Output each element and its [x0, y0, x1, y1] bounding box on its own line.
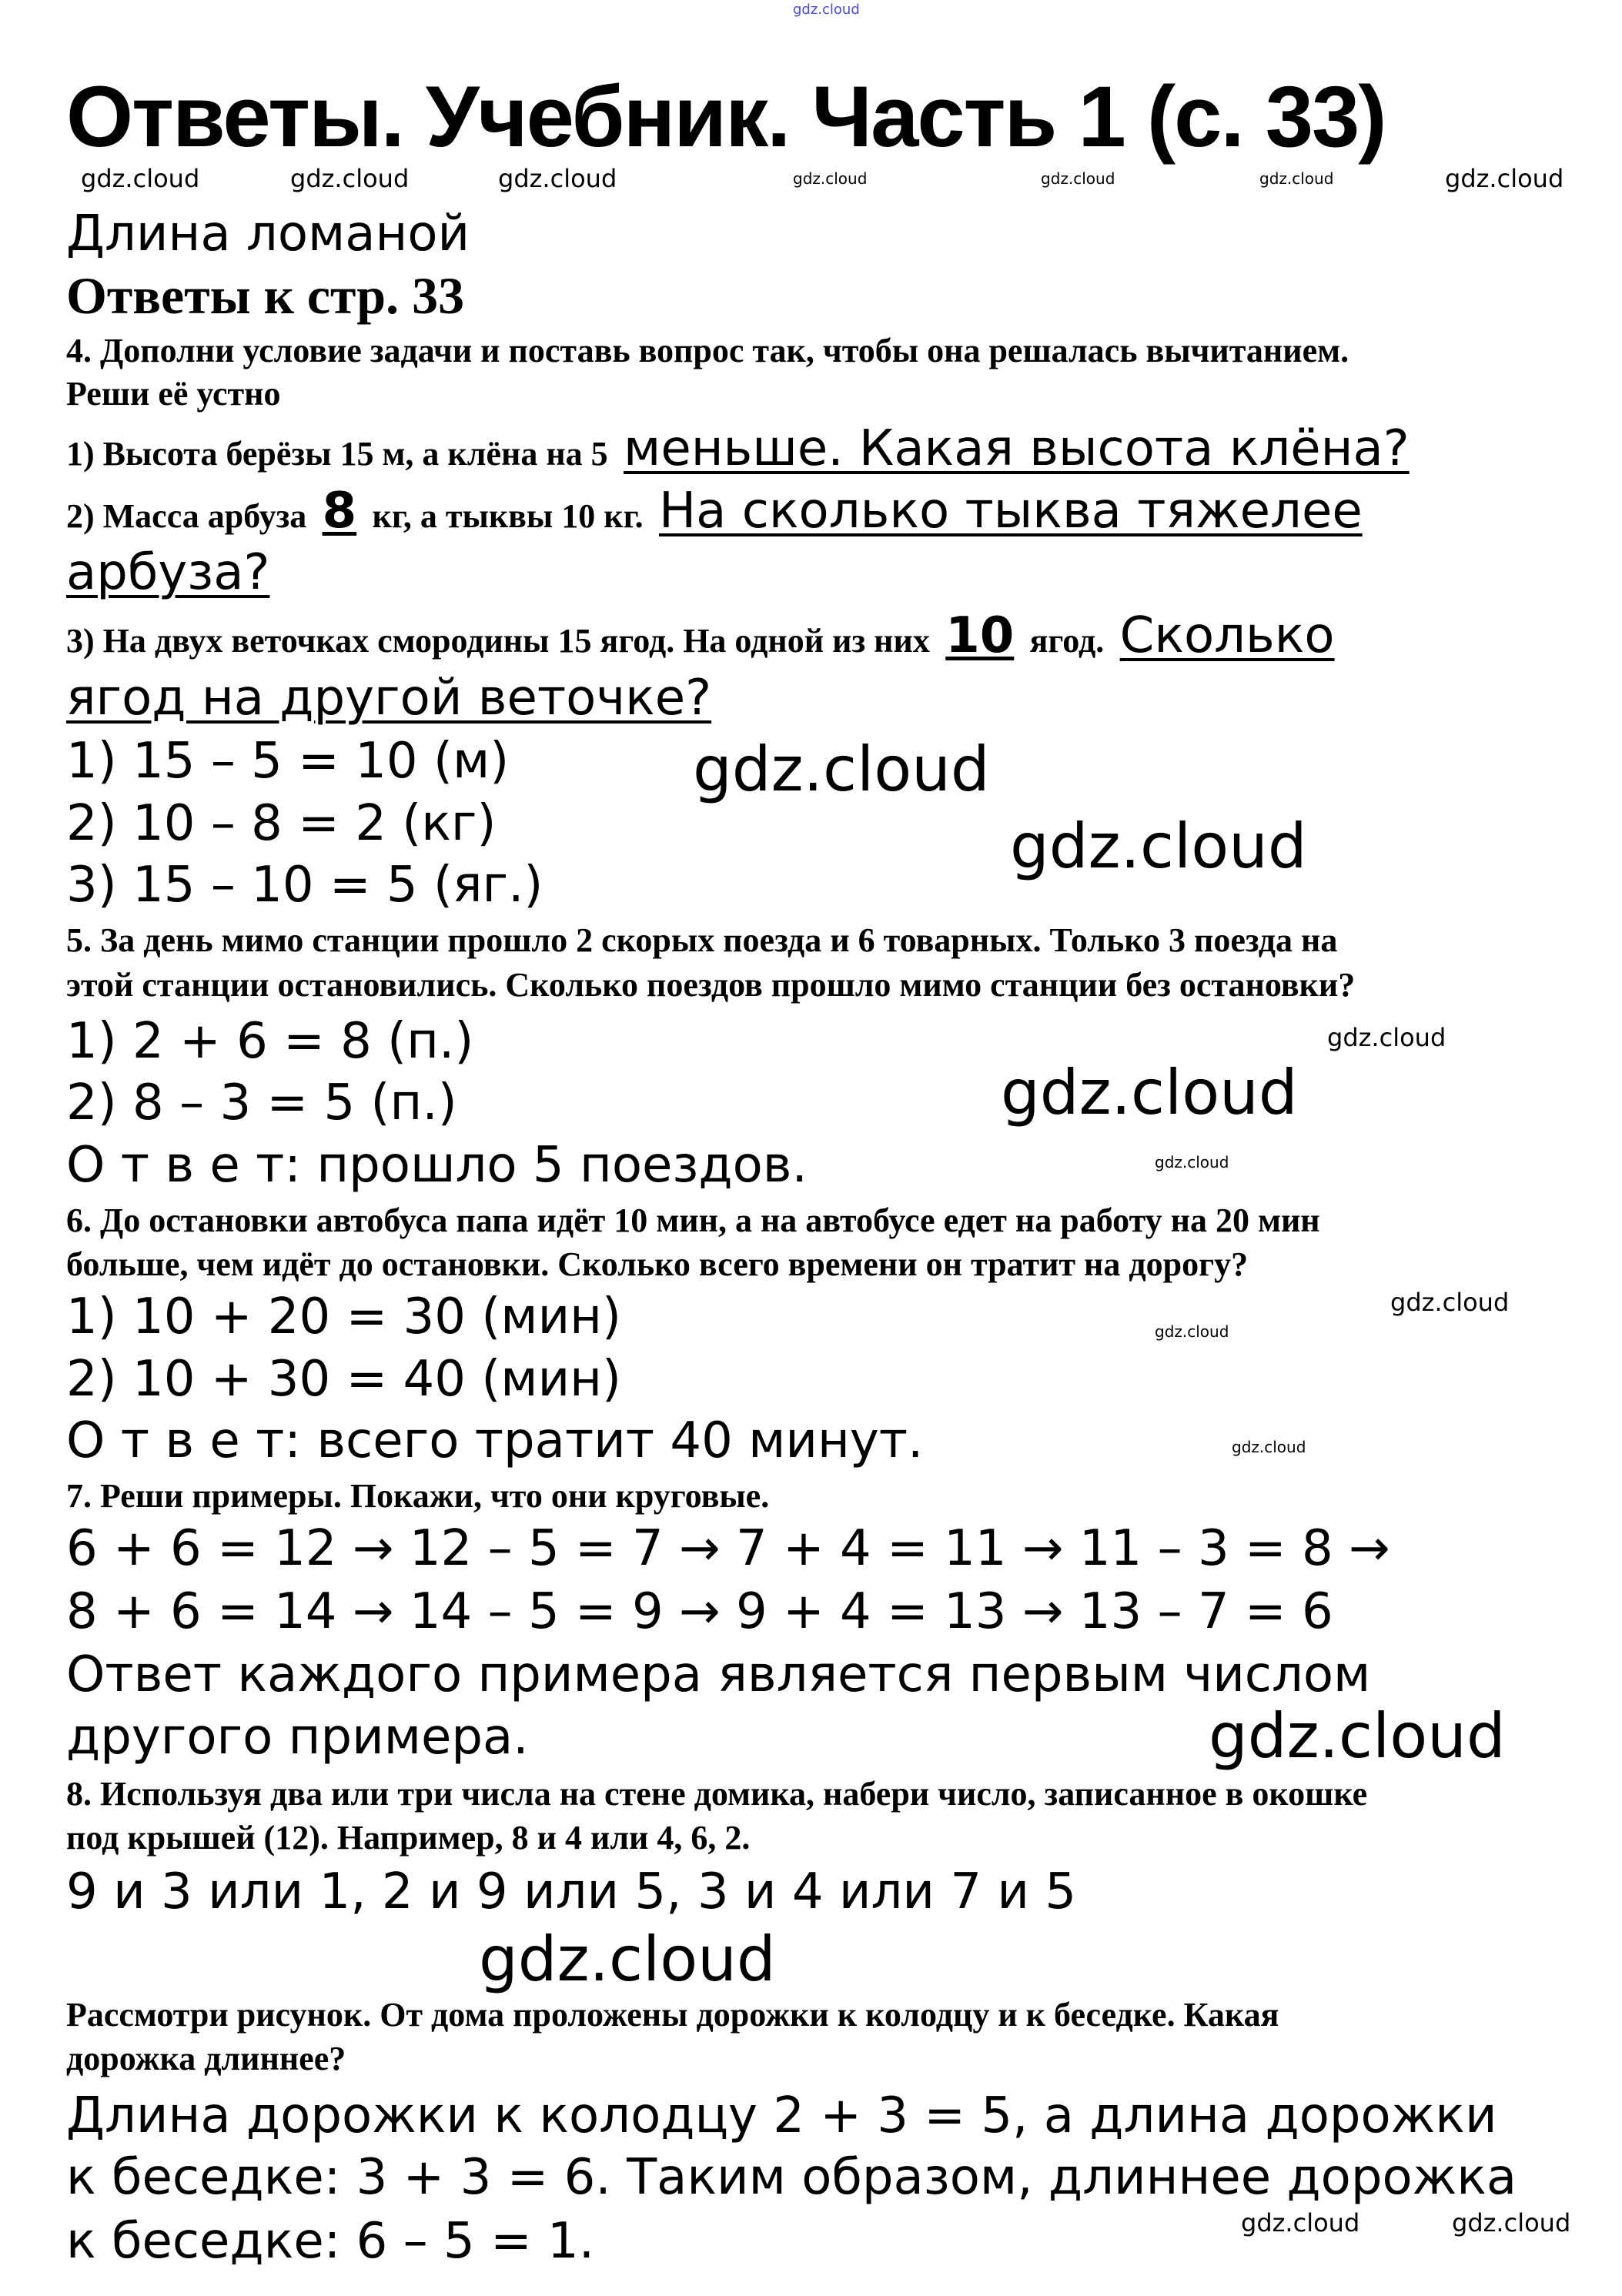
watermark: gdz.cloud: [498, 164, 617, 193]
answer-text: меньше. Какая высота клёна?: [624, 420, 1410, 477]
watermark: gdz.cloud: [793, 169, 868, 188]
solution-line: 6 + 6 = 12 → 12 – 5 = 7 → 7 + 4 = 11 → 11 – 3 = 8 →: [66, 1520, 1390, 1577]
answer-line: 9 и 3 или 1, 2 и 9 или 5, 3 и 4 или 7 и 5: [66, 1863, 1077, 1920]
answer-text: арбуза?: [66, 544, 270, 601]
answer-line: Ответ каждого примера является первым числом: [66, 1646, 1371, 1703]
watermark: gdz.cloud: [1010, 810, 1307, 882]
solution-line: 2) 10 + 30 = 40 (мин): [66, 1351, 621, 1408]
watermark: gdz.cloud: [1155, 1322, 1229, 1341]
solution-line: 1) 2 + 6 = 8 (п.): [66, 1013, 474, 1070]
task5-text: этой станции остановились. Сколько поездов прошло мимо станции без остановки?: [66, 966, 1356, 1004]
watermark: gdz.cloud: [1041, 169, 1115, 188]
answer-line: О т в е т: прошло 5 поездов.: [66, 1137, 808, 1194]
answer-line: к беседке: 3 + 3 = 6. Таким образом, длиннее дорожка: [66, 2149, 1517, 2206]
watermark: gdz.cloud: [290, 164, 410, 193]
answer-text: На сколько тыква тяжелее: [659, 483, 1363, 540]
task7-text: 7. Реши примеры. Покажи, что они круговые.: [66, 1477, 770, 1515]
task9-text: дорожка длиннее?: [66, 2040, 346, 2077]
topic-title: Длина ломаной: [66, 206, 470, 262]
solution-line: 1) 10 + 20 = 30 (мин): [66, 1288, 621, 1345]
answer-text: ягод на другой веточке?: [66, 670, 712, 727]
watermark: gdz.cloud: [1452, 2208, 1571, 2238]
solution-line: 3) 15 – 10 = 5 (яг.): [66, 857, 543, 914]
watermark: gdz.cloud: [1327, 1023, 1446, 1052]
filled-number: 8: [322, 483, 357, 540]
answer-line: другого примера.: [66, 1709, 529, 1766]
given-text: 2) Масса арбуза: [66, 497, 307, 535]
task4-text: 4. Дополни условие задачи и поставь вопрос так, чтобы она решалась вычитанием.: [66, 332, 1349, 369]
solution-line: 2) 8 – 3 = 5 (п.): [66, 1074, 457, 1131]
page-title: Ответы. Учебник. Часть 1 (с. 33): [66, 69, 1386, 165]
watermark: gdz.cloud: [1209, 1700, 1506, 1772]
section-heading: Ответы к стр. 33: [66, 266, 465, 325]
watermark: gdz.cloud: [793, 2, 860, 18]
answer-line: Длина дорожки к колодцу 2 + 3 = 5, а длина дорожки: [66, 2087, 1497, 2144]
watermark: gdz.cloud: [1445, 164, 1564, 193]
answer-text: Сколько: [1119, 607, 1335, 664]
watermark: gdz.cloud: [479, 1923, 776, 1995]
task4-part1: [66, 420, 1410, 477]
given-text: кг, а тыквы 10 кг.: [372, 497, 644, 535]
watermark: gdz.cloud: [1259, 169, 1334, 188]
given-text: 3) На двух веточках смородины 15 ягод. На одной из них: [66, 622, 930, 660]
watermark: gdz.cloud: [81, 164, 200, 193]
watermark: gdz.cloud: [1001, 1057, 1298, 1128]
given-text: 1) Высота берёзы 15 м, а клёна на 5: [66, 435, 608, 473]
watermark: gdz.cloud: [693, 734, 990, 805]
task8-text: под крышей (12). Например, 8 и 4 или 4, 6, 2.: [66, 1819, 751, 1857]
watermark: gdz.cloud: [1232, 1438, 1306, 1456]
answer-line: к беседке: 6 – 5 = 1.: [66, 2213, 595, 2270]
solution-line: 1) 15 – 5 = 10 (м): [66, 733, 510, 790]
task4-text: Реши её устно: [66, 375, 281, 413]
given-text: ягод.: [1029, 622, 1105, 660]
watermark: gdz.cloud: [1241, 2208, 1360, 2238]
task4-part2: [66, 483, 1363, 540]
solution-line: 2) 10 – 8 = 2 (кг): [66, 795, 497, 852]
answer-line: О т в е т: всего тратит 40 минут.: [66, 1412, 924, 1469]
watermark: gdz.cloud: [1155, 1153, 1229, 1171]
watermark: gdz.cloud: [1390, 1288, 1510, 1317]
task5-text: 5. За день мимо станции прошло 2 скорых поезда и 6 товарных. Только 3 поезда на: [66, 921, 1338, 959]
task4-part3: [66, 607, 1335, 664]
task9-text: Рассмотри рисунок. От дома проложены дорожки к колодцу и к беседке. Какая: [66, 1996, 1279, 2034]
task6-text: 6. До остановки автобуса папа идёт 10 мин, а на автобусе едет на работу на 20 мин: [66, 1201, 1320, 1239]
filled-number: 10: [945, 607, 1015, 664]
task6-text: больше, чем идёт до остановки. Сколько всего времени он тратит на дорогу?: [66, 1245, 1249, 1283]
task8-text: 8. Используя два или три числа на стене домика, набери число, записанное в окошке: [66, 1775, 1368, 1813]
solution-line: 8 + 6 = 14 → 14 – 5 = 9 → 9 + 4 = 13 → 13 – 7 = 6: [66, 1583, 1333, 1640]
